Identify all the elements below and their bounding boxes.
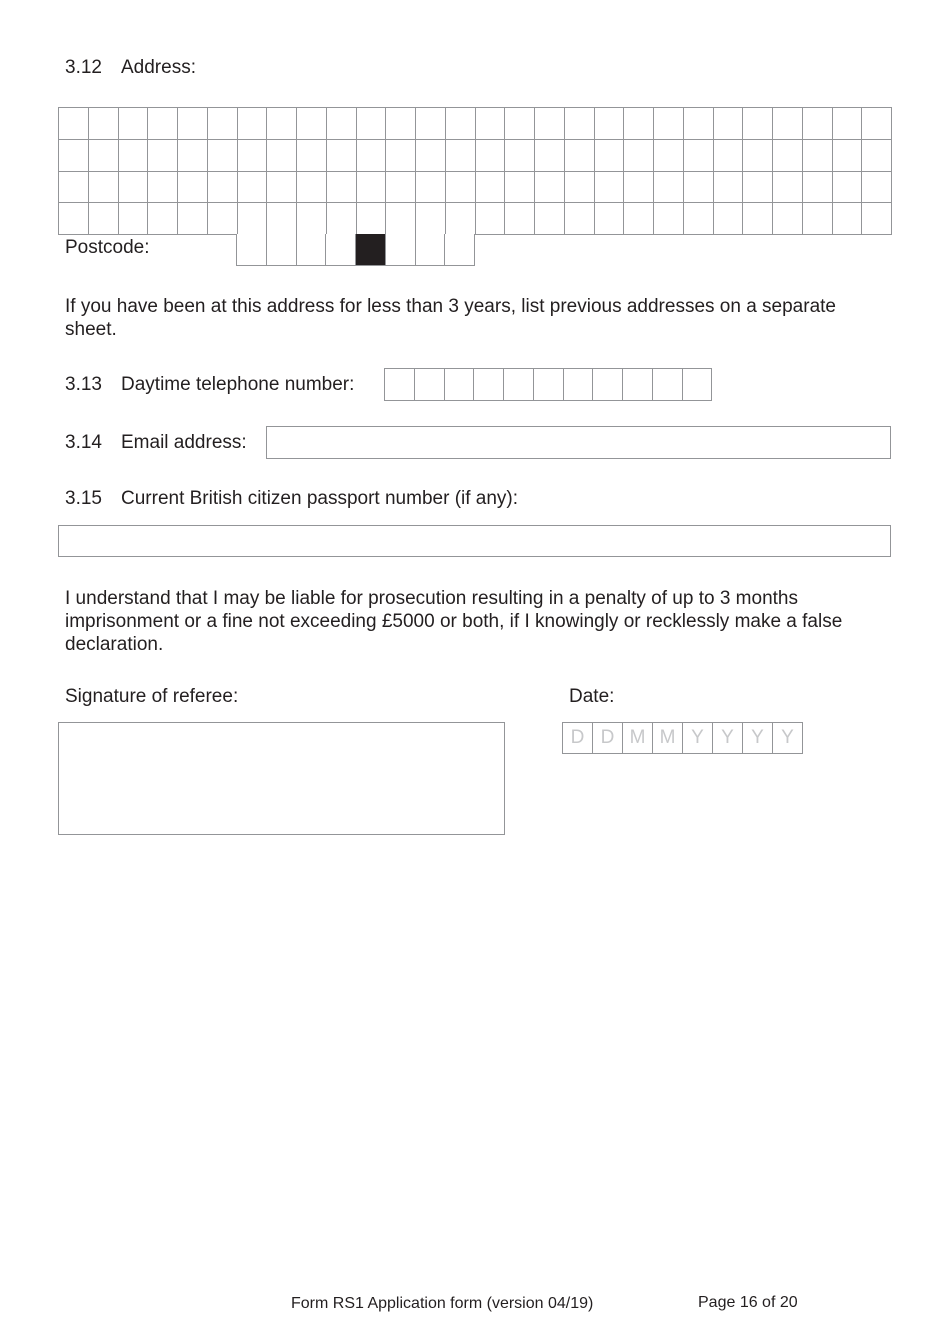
address-character-cell[interactable] <box>416 172 446 204</box>
passport-section-number: 3.15 <box>65 488 102 509</box>
address-label: Address: <box>121 57 196 78</box>
address-character-cell[interactable] <box>267 172 297 204</box>
phone-digit-cell[interactable] <box>683 369 713 401</box>
address-character-cell[interactable] <box>386 172 416 204</box>
date-digit-cell[interactable]: Y <box>743 723 773 754</box>
phone-section-number: 3.13 <box>65 374 102 395</box>
postcode-label: Postcode: <box>65 237 150 258</box>
address-character-cell[interactable] <box>208 172 238 204</box>
address-character-cell[interactable] <box>862 140 892 172</box>
address-character-cell[interactable] <box>833 140 863 172</box>
email-section-number: 3.14 <box>65 432 102 453</box>
address-character-cell[interactable] <box>595 172 625 204</box>
phone-digit-cell[interactable] <box>385 369 415 401</box>
phone-digit-cell[interactable] <box>593 369 623 401</box>
address-character-cell[interactable] <box>238 108 268 140</box>
address-character-cell[interactable] <box>89 203 119 235</box>
address-character-cell[interactable] <box>535 203 565 235</box>
address-character-cell[interactable] <box>476 140 506 172</box>
postcode-character-cell[interactable] <box>297 234 327 266</box>
address-character-cell[interactable] <box>238 203 268 235</box>
address-character-cell[interactable] <box>327 140 357 172</box>
phone-digit-cell[interactable] <box>504 369 534 401</box>
address-character-cell[interactable] <box>446 203 476 235</box>
address-character-cell[interactable] <box>714 140 744 172</box>
address-character-cell[interactable] <box>89 140 119 172</box>
address-character-cell[interactable] <box>208 203 238 235</box>
address-character-cell[interactable] <box>446 140 476 172</box>
previous-address-note: If you have been at this address for less than 3 years, list previous addresses on a separate sheet. <box>65 296 836 340</box>
address-character-cell[interactable] <box>357 172 387 204</box>
address-character-cell[interactable] <box>148 203 178 235</box>
address-character-cell[interactable] <box>178 203 208 235</box>
address-character-cell[interactable] <box>178 140 208 172</box>
address-character-cell[interactable] <box>624 203 654 235</box>
address-character-cell[interactable] <box>267 140 297 172</box>
date-input-grid[interactable] <box>562 722 803 754</box>
address-character-cell[interactable] <box>624 172 654 204</box>
address-character-cell[interactable] <box>416 203 446 235</box>
date-digit-cell[interactable]: Y <box>773 723 803 754</box>
address-character-cell[interactable] <box>743 108 773 140</box>
address-character-cell[interactable] <box>148 108 178 140</box>
address-character-cell[interactable] <box>862 108 892 140</box>
address-character-cell[interactable] <box>833 203 863 235</box>
email-input[interactable] <box>266 426 891 459</box>
phone-input-grid[interactable] <box>384 368 712 401</box>
address-character-cell[interactable] <box>327 172 357 204</box>
address-character-cell[interactable] <box>238 140 268 172</box>
address-character-cell[interactable] <box>743 203 773 235</box>
postcode-character-cell[interactable] <box>386 234 416 266</box>
address-character-cell[interactable] <box>565 108 595 140</box>
address-character-cell[interactable] <box>773 203 803 235</box>
address-character-cell[interactable] <box>743 172 773 204</box>
address-character-cell[interactable] <box>59 108 89 140</box>
address-character-cell[interactable] <box>654 203 684 235</box>
address-character-cell[interactable] <box>773 172 803 204</box>
address-character-cell[interactable] <box>386 203 416 235</box>
address-character-cell[interactable] <box>684 108 714 140</box>
address-character-cell[interactable] <box>505 140 535 172</box>
phone-digit-cell[interactable] <box>415 369 445 401</box>
address-character-cell[interactable] <box>833 172 863 204</box>
address-character-cell[interactable] <box>59 203 89 235</box>
phone-digit-cell[interactable] <box>564 369 594 401</box>
address-character-cell[interactable] <box>714 172 744 204</box>
address-character-cell[interactable] <box>416 108 446 140</box>
passport-label: Current British citizen passport number (if any): <box>121 488 519 509</box>
address-character-cell[interactable] <box>476 172 506 204</box>
signature-label: Signature of referee: <box>65 686 239 707</box>
date-digit-cell[interactable]: M <box>653 723 683 754</box>
date-label: Date: <box>569 686 615 707</box>
address-character-cell[interactable] <box>267 108 297 140</box>
address-character-cell[interactable] <box>684 172 714 204</box>
address-character-cell[interactable] <box>535 108 565 140</box>
address-character-cell[interactable] <box>119 108 149 140</box>
address-character-cell[interactable] <box>565 140 595 172</box>
address-character-cell[interactable] <box>595 140 625 172</box>
declaration-text: I understand that I may be liable for prosecution resulting in a penalty of up to 3 months imprisonment or a fine not exceeding £5000 or both, if I knowingly or recklessly make a false declaration. <box>65 588 843 655</box>
address-character-cell[interactable] <box>654 140 684 172</box>
address-character-cell[interactable] <box>773 108 803 140</box>
postcode-space-separator <box>356 234 386 266</box>
address-character-cell[interactable] <box>357 203 387 235</box>
address-character-cell[interactable] <box>862 203 892 235</box>
address-character-cell[interactable] <box>446 172 476 204</box>
address-character-cell[interactable] <box>743 140 773 172</box>
address-character-cell[interactable] <box>297 108 327 140</box>
address-character-cell[interactable] <box>565 172 595 204</box>
address-character-cell[interactable] <box>148 172 178 204</box>
phone-digit-cell[interactable] <box>474 369 504 401</box>
address-character-cell[interactable] <box>803 140 833 172</box>
address-character-cell[interactable] <box>297 140 327 172</box>
address-character-cell[interactable] <box>59 172 89 204</box>
postcode-input-grid[interactable] <box>236 234 475 266</box>
address-character-cell[interactable] <box>297 172 327 204</box>
address-character-cell[interactable] <box>505 203 535 235</box>
address-character-cell[interactable] <box>89 108 119 140</box>
postcode-character-cell[interactable] <box>267 234 297 266</box>
postcode-character-cell[interactable] <box>416 234 446 266</box>
address-character-cell[interactable] <box>803 203 833 235</box>
signature-box[interactable] <box>58 722 505 835</box>
address-character-cell[interactable] <box>833 108 863 140</box>
address-character-cell[interactable] <box>178 172 208 204</box>
address-character-cell[interactable] <box>119 172 149 204</box>
address-character-cell[interactable] <box>535 172 565 204</box>
address-character-cell[interactable] <box>357 140 387 172</box>
address-character-cell[interactable] <box>654 172 684 204</box>
address-character-cell[interactable] <box>505 108 535 140</box>
address-character-cell[interactable] <box>714 108 744 140</box>
address-character-cell[interactable] <box>595 203 625 235</box>
address-character-cell[interactable] <box>714 203 744 235</box>
address-character-cell[interactable] <box>803 172 833 204</box>
phone-digit-cell[interactable] <box>445 369 475 401</box>
address-character-cell[interactable] <box>476 108 506 140</box>
address-character-cell[interactable] <box>238 172 268 204</box>
address-character-cell[interactable] <box>297 203 327 235</box>
address-character-cell[interactable] <box>386 140 416 172</box>
address-character-cell[interactable] <box>267 203 297 235</box>
address-character-cell[interactable] <box>505 172 535 204</box>
address-character-cell[interactable] <box>178 108 208 140</box>
postcode-character-cell[interactable] <box>237 234 267 266</box>
footer-page-number: Page 16 of 20 <box>698 1294 798 1311</box>
address-character-cell[interactable] <box>208 108 238 140</box>
address-character-cell[interactable] <box>119 203 149 235</box>
address-character-cell[interactable] <box>446 108 476 140</box>
address-character-cell[interactable] <box>595 108 625 140</box>
address-character-cell[interactable] <box>327 203 357 235</box>
postcode-character-cell[interactable] <box>445 234 475 266</box>
address-character-cell[interactable] <box>386 108 416 140</box>
date-digit-cell[interactable]: M <box>623 723 653 754</box>
phone-label: Daytime telephone number: <box>121 374 355 395</box>
address-character-cell[interactable] <box>803 108 833 140</box>
address-input-grid[interactable] <box>58 107 892 235</box>
address-character-cell[interactable] <box>684 203 714 235</box>
date-digit-cell[interactable]: D <box>593 723 623 754</box>
passport-number-input[interactable] <box>58 525 891 557</box>
address-character-cell[interactable] <box>535 140 565 172</box>
email-label: Email address: <box>121 432 247 453</box>
phone-digit-cell[interactable] <box>653 369 683 401</box>
address-character-cell[interactable] <box>208 140 238 172</box>
date-digit-cell[interactable]: D <box>563 723 593 754</box>
address-character-cell[interactable] <box>773 140 803 172</box>
address-character-cell[interactable] <box>476 203 506 235</box>
address-character-cell[interactable] <box>684 140 714 172</box>
address-character-cell[interactable] <box>862 172 892 204</box>
phone-digit-cell[interactable] <box>534 369 564 401</box>
address-character-cell[interactable] <box>416 140 446 172</box>
address-section-number: 3.12 <box>65 57 102 78</box>
address-character-cell[interactable] <box>59 140 89 172</box>
address-character-cell[interactable] <box>327 108 357 140</box>
date-digit-cell[interactable]: Y <box>683 723 713 754</box>
address-character-cell[interactable] <box>148 140 178 172</box>
footer-form-name: Form RS1 Application form (version 04/19) <box>291 1295 594 1312</box>
address-character-cell[interactable] <box>119 140 149 172</box>
phone-digit-cell[interactable] <box>623 369 653 401</box>
address-character-cell[interactable] <box>624 108 654 140</box>
address-character-cell[interactable] <box>89 172 119 204</box>
address-character-cell[interactable] <box>654 108 684 140</box>
address-character-cell[interactable] <box>565 203 595 235</box>
date-digit-cell[interactable]: Y <box>713 723 743 754</box>
address-character-cell[interactable] <box>357 108 387 140</box>
postcode-character-cell[interactable] <box>326 234 356 266</box>
address-character-cell[interactable] <box>624 140 654 172</box>
